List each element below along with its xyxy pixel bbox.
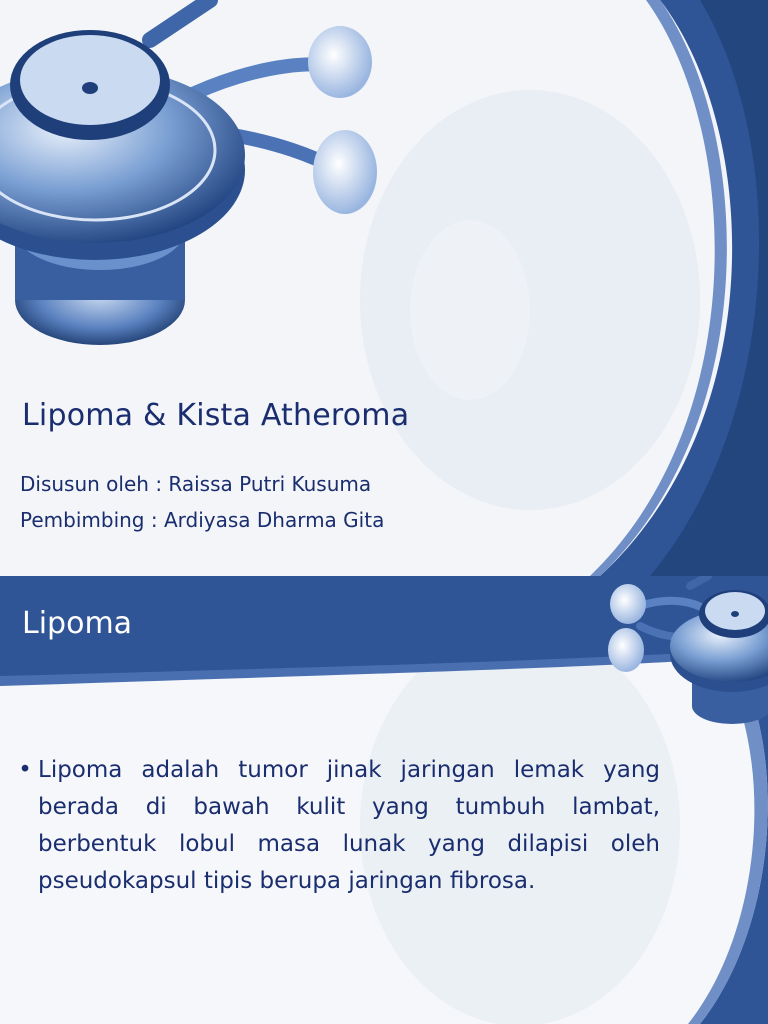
bullet-item	[12, 752, 660, 900]
slide-title: Lipoma & Kista Atheroma	[22, 398, 410, 433]
bullet-text: Lipoma adalah tumor jinak jaringan lemak yang berada di bawah kulit yang tumbuh lambat, berbentuk lobul masa lunak yang dilapisi oleh pseudokapsul tipis berupa jaringan fibrosa.	[38, 757, 660, 894]
author-line: Disusun oleh : Raissa Putri Kusuma	[20, 472, 372, 496]
slide-title: Lipoma	[22, 606, 133, 641]
advisor-line: Pembimbing : Ardiyasa Dharma Gita	[20, 508, 385, 532]
bullet-marker: •	[18, 757, 32, 783]
